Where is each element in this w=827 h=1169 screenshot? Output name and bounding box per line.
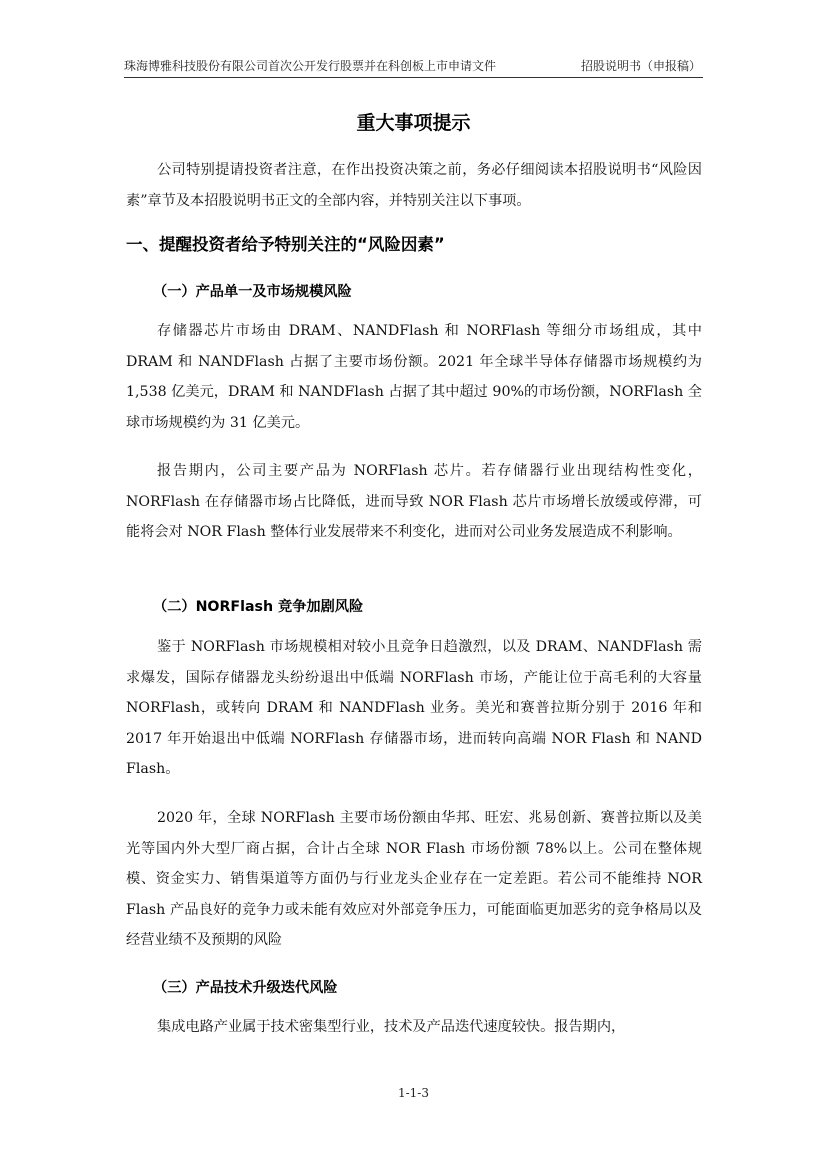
- header-rule: [124, 77, 703, 78]
- intro-paragraph: 公司特别提请投资者注意，在作出投资决策之前，务必仔细阅读本招股说明书“风险因素”章节及本招股说明书正文的全部内容，并特别关注以下事项。: [126, 162, 702, 209]
- header-document-name: 珠海博雅科技股份有限公司首次公开发行股票并在科创板上市申请文件: [124, 59, 497, 73]
- subsection-2-paragraph-1: 鉴于 NORFlash 市场规模相对较小且竞争日趋激烈，以及 DRAM、NANDFlash 需求爆发，国际存储器龙头纷纷退出中低端 NORFlash 市场，产能让位于高毛利的大容量 NORFlash，或转向 DRAM 和 NANDFlash 业务。美光和赛普拉斯分别于 2016 年和 2017 年开始退出中低端 NORFlash 存储器市场，进而转向高端 NOR Flash 和 NAND Flash。: [126, 639, 702, 777]
- subsection-2-paragraph-2: 2020 年，全球 NORFlash 主要市场份额由华邦、旺宏、兆易创新、赛普拉斯以及美光等国内外大型厂商占据，合计占全球 NOR Flash 市场份额 78%以上。公司在整体规模、资金实力、销售渠道等方面仍与行业龙头企业存在一定差距。若公司不能维持 NOR Flash 产品良好的竞争力或未能有效应对外部竞争压力，可能面临更加恶劣的竞争格局以及经营业绩不及预期的风险: [126, 810, 702, 948]
- subsection-1-paragraph-1: 存储器芯片市场由 DRAM、NANDFlash 和 NORFlash 等细分市场组成，其中 DRAM 和 NANDFlash 占据了主要市场份额。2021 年全球半导体存储器市场规模约为 1,538 亿美元，DRAM 和 NANDFlash 占据了其中超过 90%的市场份额，NORFlash 全球市场规模约为 31 亿美元。: [126, 323, 702, 431]
- subsection-heading-3: （三）产品技术升级迭代风险: [153, 980, 338, 996]
- running-header: [124, 57, 703, 77]
- section-heading-risk-factors: 一、提醒投资者给予特别关注的“风险因素”: [126, 235, 445, 254]
- header-document-type: 招股说明书（申报稿）: [580, 59, 701, 73]
- page-title: 重大事项提示: [356, 112, 471, 134]
- subsection-3-paragraph-1: 集成电路产业属于技术密集型行业，技术及产品迭代速度较快。报告期内，: [157, 1019, 626, 1035]
- subsection-heading-1: （一）产品单一及市场规模风险: [153, 284, 352, 300]
- subsection-1-paragraph-2: 报告期内，公司主要产品为 NORFlash 芯片。若存储器行业出现结构性变化，NORFlash 在存储器市场占比降低，进而导致 NOR Flash 芯片市场增长放缓或停滞，可能将会对 NOR Flash 整体行业发展带来不利变化，进而对公司业务发展造成不利影响。: [126, 463, 702, 540]
- page-number: 1-1-3: [397, 1086, 429, 1100]
- subsection-heading-2: （二）NORFlash 竞争加剧风险: [153, 599, 364, 615]
